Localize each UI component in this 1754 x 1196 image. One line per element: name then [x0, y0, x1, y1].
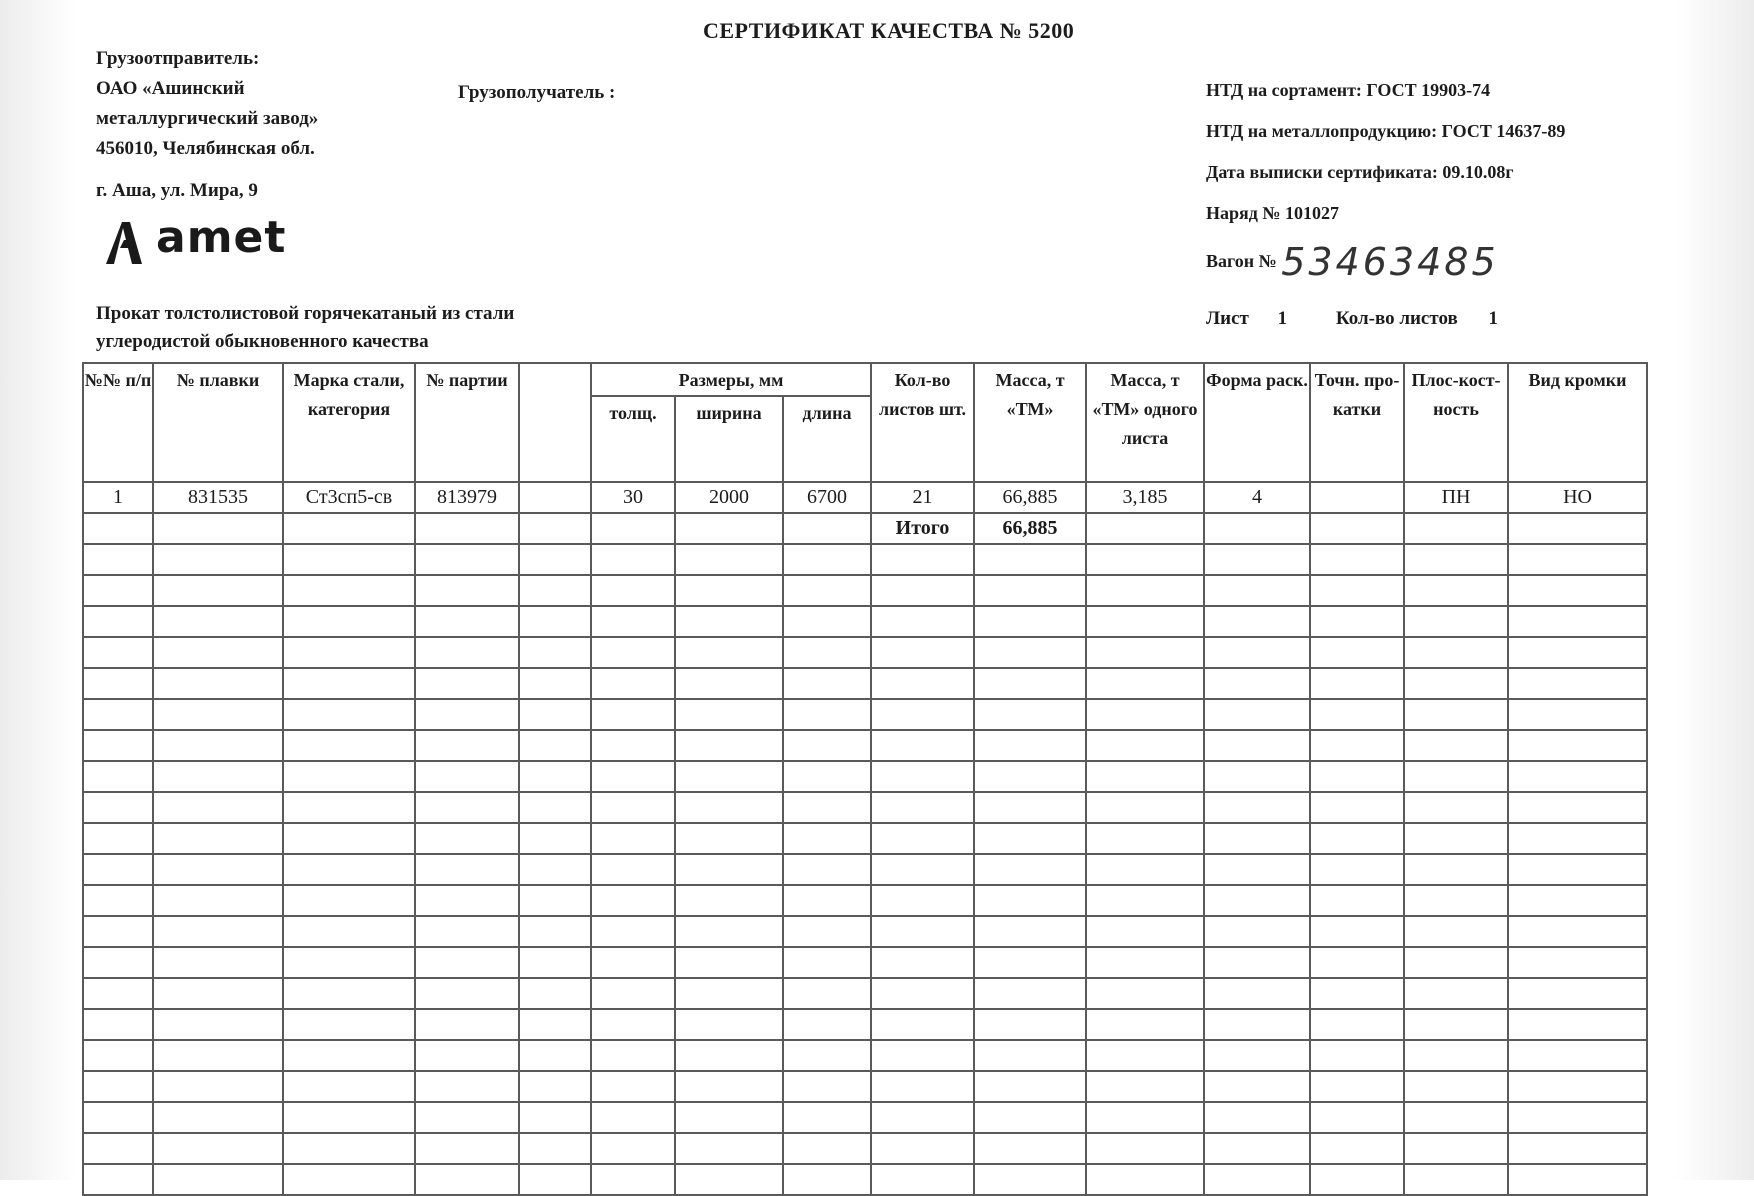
empty-table-row [83, 699, 1647, 730]
empty-table-row [83, 1040, 1647, 1071]
empty-table-row [83, 792, 1647, 823]
scan-shadow-right [1674, 0, 1754, 1180]
sheet-count-value: 1 [1488, 308, 1498, 329]
cell-melt: 831535 [153, 482, 283, 513]
product-line: Прокат толстолистовой горячекатаный из стали [96, 303, 515, 324]
sheet-label: Лист [1206, 308, 1249, 329]
header-num: №№ п/п [83, 363, 153, 482]
ntd-metal: НТД на металлопродукцию: ГОСТ 14637-89 [1206, 121, 1566, 141]
shipper-line: ОАО «Ашинский [96, 78, 245, 99]
ntd-sortament: НТД на сортамент: ГОСТ 19903-74 [1206, 80, 1491, 100]
cell-length: 6700 [783, 482, 871, 513]
header-flatness: Плос-кост-ность [1404, 363, 1508, 482]
shipper-line: 456010, Челябинская обл. [96, 138, 315, 159]
shipper-label: Грузоотправитель: [96, 48, 260, 69]
product-line: углеродистой обыкновенного качества [96, 331, 429, 352]
header-melt: № плавки [153, 363, 283, 482]
sheet-count-label: Кол-во листов [1335, 308, 1458, 329]
cell-batch: 813979 [415, 482, 519, 513]
cell-form: 4 [1204, 482, 1310, 513]
header-length: длина [783, 396, 871, 482]
header-blank [519, 363, 591, 482]
header-edge: Вид кромки [1508, 363, 1647, 482]
empty-table-row [83, 575, 1647, 606]
wagon-label: Вагон № [1206, 251, 1277, 271]
empty-table-row [83, 1102, 1647, 1133]
quality-table [82, 362, 1648, 1196]
consignee-label: Грузополучатель : [458, 82, 616, 103]
empty-table-row [83, 885, 1647, 916]
shipper-line: г. Аша, ул. Мира, 9 [96, 180, 258, 201]
cell-grade: Ст3сп5-св [283, 482, 415, 513]
wagon-number-handwritten: 53463485 [1281, 240, 1499, 284]
cell-mass: 66,885 [974, 482, 1086, 513]
header-mass: Масса, т «ТМ» [974, 363, 1086, 482]
logo-mark-icon [106, 222, 142, 264]
sheet-value: 1 [1277, 308, 1288, 329]
empty-table-row [83, 916, 1647, 947]
table-row-total [83, 513, 1647, 544]
header-qty: Кол-во листов шт. [871, 363, 974, 482]
empty-table-row [83, 1009, 1647, 1040]
cell-num: 1 [83, 482, 153, 513]
empty-table-row [83, 1071, 1647, 1102]
wagon-row [1206, 234, 1565, 282]
issue-date: Дата выписки сертификата: 09.10.08г [1206, 162, 1514, 182]
empty-table-row [83, 947, 1647, 978]
header-form: Форма раск. [1204, 363, 1310, 482]
shipper-block [96, 44, 318, 206]
cell-width: 2000 [675, 482, 783, 513]
empty-table-row [83, 854, 1647, 885]
total-label: Итого [871, 513, 974, 544]
header-thick: толщ. [591, 396, 675, 482]
logo-text: amet [156, 212, 287, 263]
cell-edge: НО [1508, 482, 1647, 513]
empty-table-row [83, 637, 1647, 668]
shipper-line: металлургический завод» [96, 108, 319, 129]
empty-table-row [83, 606, 1647, 637]
cell-qty: 21 [871, 482, 974, 513]
empty-table-row [83, 1133, 1647, 1164]
header-batch: № партии [415, 363, 519, 482]
empty-table-row [83, 668, 1647, 699]
cell-thick: 30 [591, 482, 675, 513]
empty-table-row [83, 761, 1647, 792]
empty-rows [83, 544, 1647, 1195]
empty-table-row [83, 544, 1647, 575]
header-grade: Марка стали, категория [283, 363, 415, 482]
header-mass-one: Масса, т «ТМ» одного листа [1086, 363, 1204, 482]
empty-table-row [83, 823, 1647, 854]
sheet-info [1206, 308, 1498, 330]
certificate-title: СЕРТИФИКАТ КАЧЕСТВА № 5200 [703, 18, 1075, 43]
table-row [83, 482, 1647, 513]
document-info-block [1206, 70, 1565, 282]
total-value: 66,885 [974, 513, 1086, 544]
header-precision: Точн. про-катки [1310, 363, 1404, 482]
empty-table-row [83, 730, 1647, 761]
scan-shadow-left [0, 0, 78, 1180]
order-number: Наряд № 101027 [1206, 203, 1339, 223]
cell-mass-one: 3,185 [1086, 482, 1204, 513]
header-sizes: Размеры, мм [591, 363, 871, 396]
cell-blank [519, 482, 591, 513]
cell-precision [1310, 482, 1404, 513]
header-width: ширина [675, 396, 783, 482]
cell-flatness: ПН [1404, 482, 1508, 513]
empty-table-row [83, 978, 1647, 1009]
product-description [96, 300, 514, 356]
